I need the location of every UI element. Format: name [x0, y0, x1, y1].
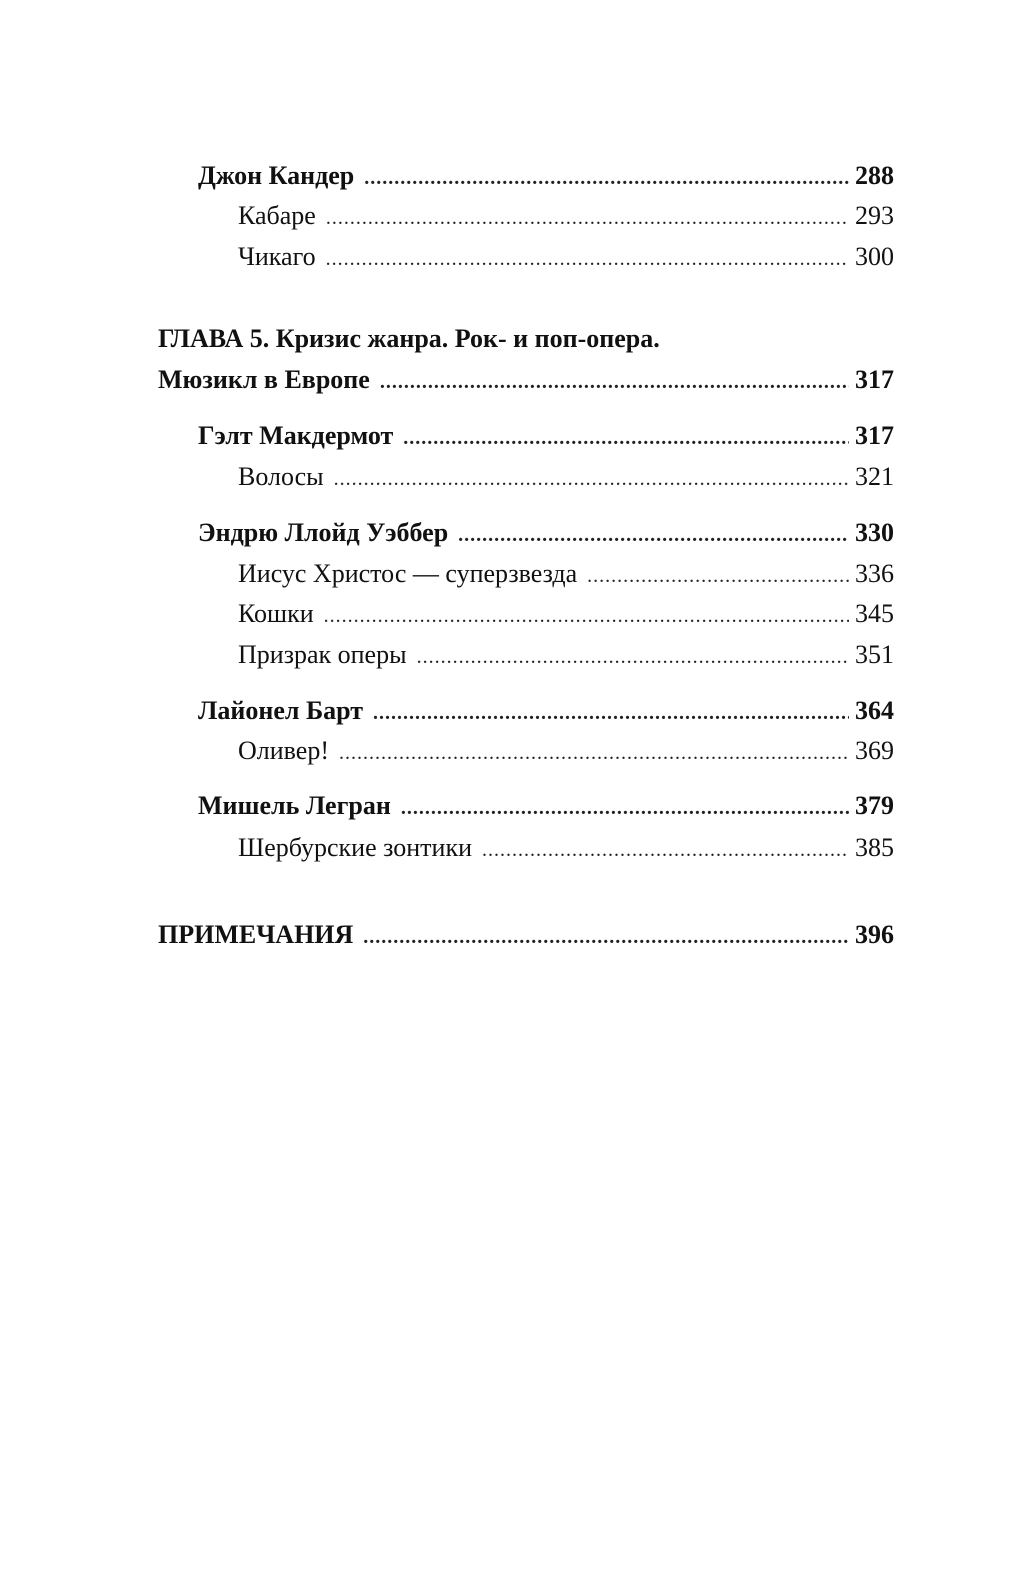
toc-entry-page: 317 [855, 421, 894, 450]
toc-entry-author[interactable] [198, 790, 894, 822]
toc-entry-label: Гэлт Макдермот [198, 421, 394, 450]
dot-leader [326, 202, 849, 234]
toc-entry-author[interactable] [198, 517, 894, 549]
dot-leader [324, 600, 849, 632]
toc-entry-label: Призрак оперы [238, 640, 407, 669]
toc-entry-author[interactable] [198, 695, 894, 727]
toc-entry-page: 379 [855, 791, 894, 820]
toc-entry-work[interactable] [238, 200, 894, 232]
toc-entry-work[interactable] [238, 461, 894, 493]
toc-entry-work[interactable] [238, 598, 894, 630]
toc-entry-page: 351 [855, 640, 894, 669]
dot-leader [380, 366, 849, 398]
dot-leader [587, 560, 849, 592]
toc-entry-page: 364 [855, 696, 894, 725]
toc-entry-work[interactable] [238, 735, 894, 767]
toc-entry-page: 385 [855, 833, 894, 862]
chapter-title-line-1: ГЛАВА 5. Кризис жанра. Рок- и поп-опера. [158, 324, 660, 353]
dot-leader [401, 792, 849, 824]
toc-entry-label: Джон Кандер [198, 161, 355, 190]
dot-leader [458, 519, 849, 551]
dot-leader [326, 243, 849, 275]
toc-entry-page: 317 [855, 365, 894, 394]
toc-entry-label: Лайонел Барт [198, 696, 364, 725]
toc-entry-label: Кабаре [238, 201, 316, 230]
toc-entry-label: Оливер! [238, 736, 329, 765]
dot-leader [364, 162, 849, 194]
toc-entry-page: 396 [855, 920, 894, 949]
dot-leader [417, 641, 849, 673]
toc-entry-page: 288 [855, 161, 894, 190]
toc-entry-author[interactable] [198, 160, 894, 192]
toc-entry-page: 300 [855, 242, 894, 271]
dot-leader [363, 921, 849, 953]
toc-entry-page: 345 [855, 599, 894, 628]
toc-entry-label: Шербурские зонтики [238, 833, 472, 862]
toc-entry-work[interactable] [238, 241, 894, 273]
toc-entry-label: ПРИМЕЧАНИЯ [158, 920, 354, 949]
toc-entry-label: Эндрю Ллойд Уэббер [198, 518, 449, 547]
dot-leader [403, 422, 849, 454]
toc-entry-notes[interactable] [158, 919, 894, 951]
toc-entry-label: Волосы [238, 462, 324, 491]
dot-leader [373, 697, 849, 729]
toc-entry-chapter[interactable] [158, 364, 894, 396]
toc-entry-page: 330 [855, 518, 894, 547]
toc-entry-label: Мишель Легран [198, 791, 391, 820]
toc-entry-label: Кошки [238, 599, 314, 628]
toc-entry-label: Мюзикл в Европе [158, 365, 370, 394]
toc-entry-page: 293 [855, 201, 894, 230]
toc-entry-page: 336 [855, 559, 894, 588]
toc-entry-author[interactable] [198, 420, 894, 452]
toc-entry-page: 321 [855, 462, 894, 491]
toc-entry-work[interactable] [238, 832, 894, 864]
dot-leader [339, 737, 849, 769]
dot-leader [334, 463, 849, 495]
toc-entry-work[interactable] [238, 639, 894, 671]
toc-entry-work[interactable] [238, 558, 894, 590]
toc-entry-label: Иисус Христос — суперзвезда [238, 559, 578, 588]
toc-entry-page: 369 [855, 736, 894, 765]
dot-leader [482, 834, 849, 866]
toc-entry-label: Чикаго [238, 242, 316, 271]
